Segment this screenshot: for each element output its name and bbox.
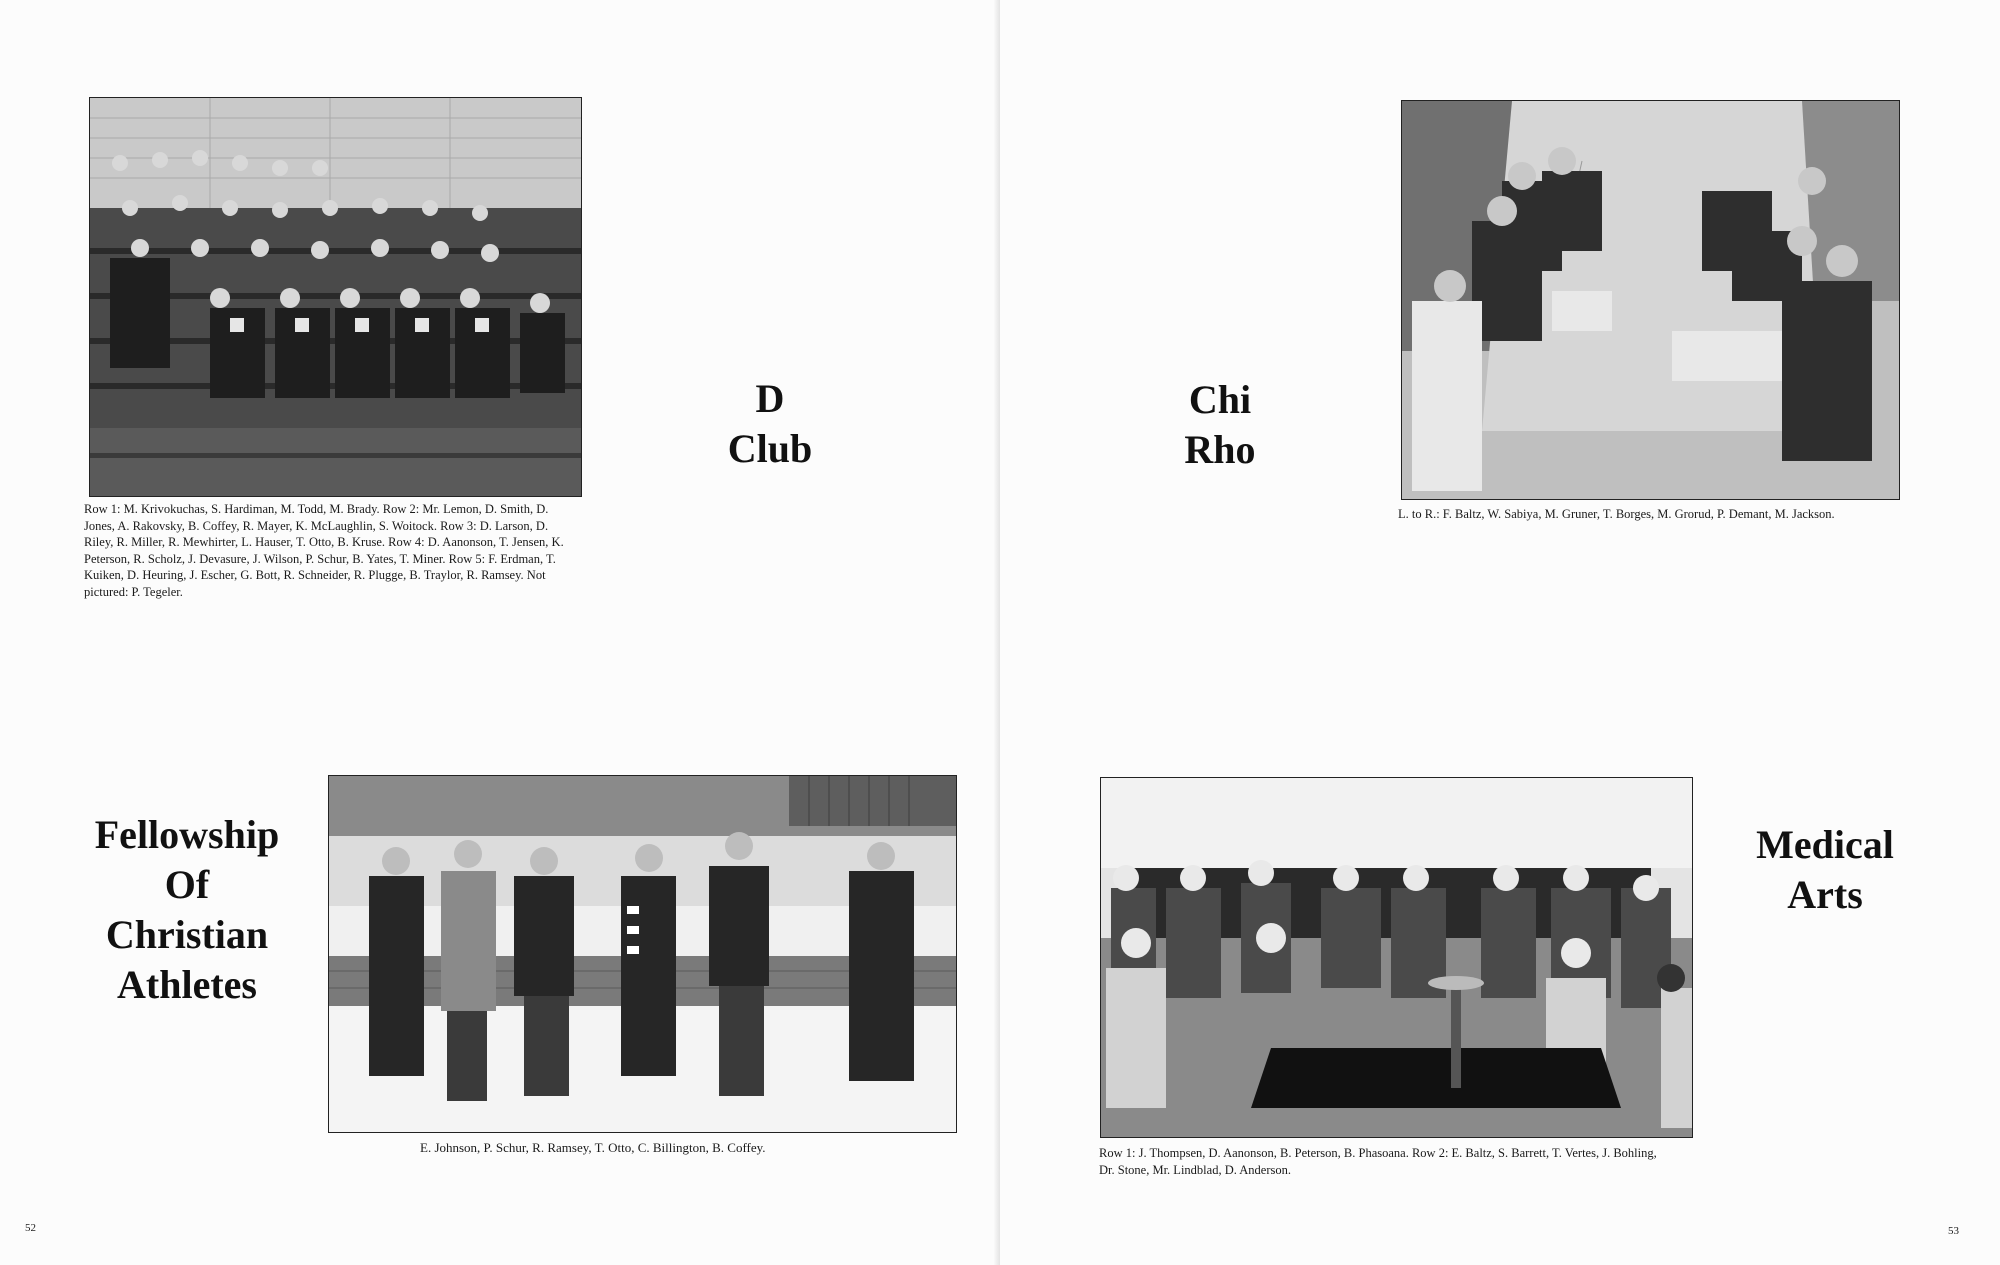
chi-rho-caption: L. to R.: F. Baltz, W. Sabiya, M. Gruner, T. Borges, M. Grorud, P. Demant, M. Jackson. bbox=[1398, 507, 1835, 521]
medical-arts-caption: Row 1: J. Thompsen, D. Aanonson, B. Peterson, B. Phasoana. Row 2: E. Baltz, S. Barrett, T. Vertes, J. Bohling, Dr. Stone, Mr. Lindblad, D. Anderson. bbox=[1099, 1146, 1657, 1177]
chi-rho-title bbox=[1130, 375, 1310, 475]
page-number-left: 52 bbox=[25, 1222, 36, 1234]
medical-arts-title-line-2: Arts bbox=[1787, 872, 1863, 917]
fca-title-line-4: Athletes bbox=[117, 962, 257, 1007]
d-club-photo bbox=[89, 97, 582, 497]
fca-title-line-3: Christian bbox=[105, 912, 269, 957]
fca-photo bbox=[328, 775, 957, 1133]
medical-arts-photo-image bbox=[1101, 778, 1692, 1137]
d-club-caption: Row 1: M. Krivokuchas, S. Hardiman, M. Todd, M. Brady. Row 2: Mr. Lemon, D. Smith, D. Jones, A. Rakovsky, B. Coffey, R. Mayer, K. McLaughlin, S. Woitock. Row 3: D. Larson, D. Riley, R. Miller, R. Mewhirter, L. Hauser, T. Otto, B. Kruse. Row 4: D. Aanonson, T. Jensen, K. Peterson, R. Scholz, J. Devasure, J. Wilson, P. Schur, B. Yates, T. Miner. Row 5: F. Erdman, T. Kuiken, D. Heuring, J. Escher, G. Bott, R. Schneider, R. Plugge, B. Traylor, R. Ramsey. Not pictured: P. Tegeler. bbox=[84, 502, 564, 599]
fca-title-line-1: Fellowship bbox=[94, 812, 280, 857]
d-club-title bbox=[680, 374, 860, 474]
medical-arts-title bbox=[1710, 820, 1940, 920]
d-club-title-line-2: Club bbox=[727, 426, 813, 471]
fca-caption: E. Johnson, P. Schur, R. Ramsey, T. Otto, C. Billington, B. Coffey. bbox=[420, 1140, 766, 1155]
fca-photo-image bbox=[329, 776, 956, 1132]
fca-title-line-2: Of bbox=[164, 862, 210, 907]
d-club-photo-image bbox=[90, 98, 581, 496]
page-number-right: 53 bbox=[1948, 1225, 1959, 1237]
chi-rho-photo bbox=[1401, 100, 1900, 500]
d-club-title-line-1: D bbox=[755, 376, 785, 421]
medical-arts-photo bbox=[1100, 777, 1693, 1138]
medical-arts-title-line-1: Medical bbox=[1756, 822, 1894, 867]
fca-title bbox=[72, 810, 302, 1010]
chi-rho-title-line-1: Chi bbox=[1188, 377, 1252, 422]
chi-rho-photo-image bbox=[1402, 101, 1899, 499]
right-page bbox=[1000, 0, 2000, 1265]
chi-rho-title-line-2: Rho bbox=[1184, 427, 1256, 472]
